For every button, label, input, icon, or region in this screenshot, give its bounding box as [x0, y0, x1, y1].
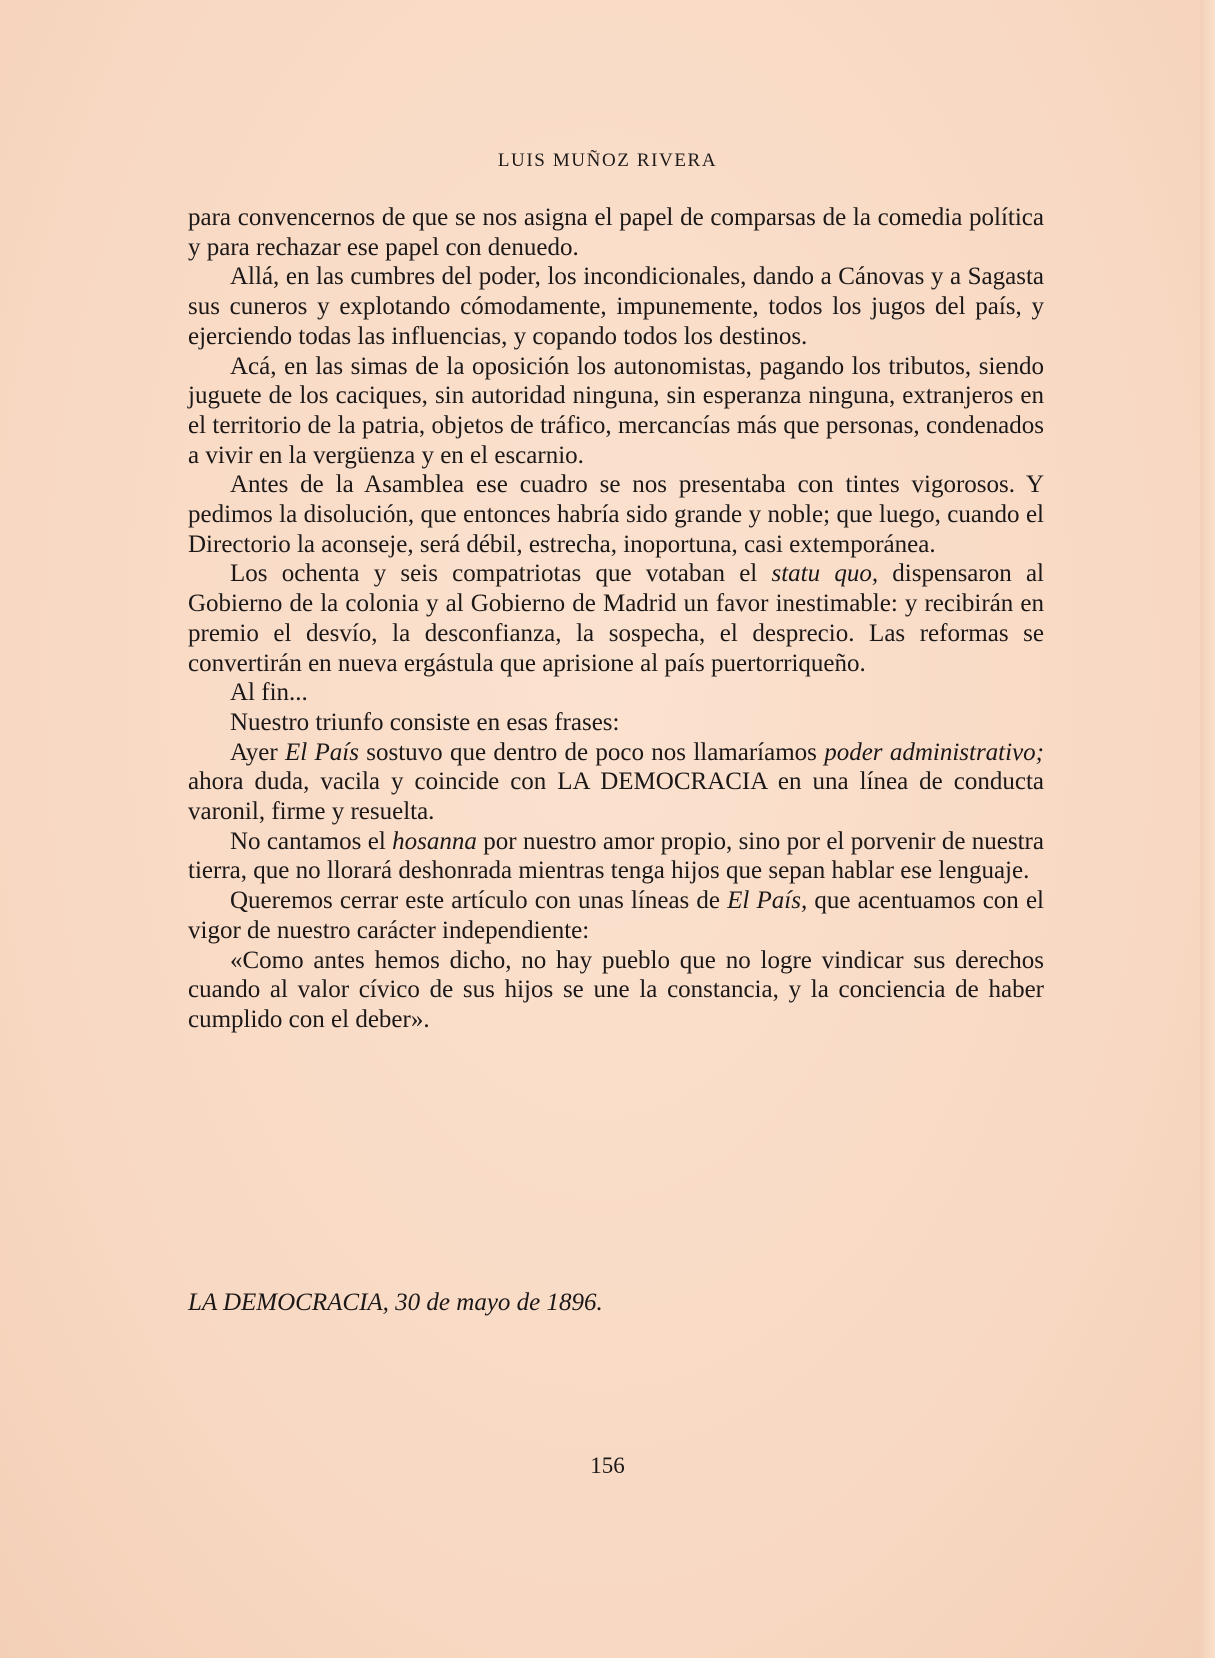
- page-edge: [1200, 0, 1215, 1658]
- page-number: 156: [590, 1453, 625, 1478]
- text-run: ahora duda, vacila y coincide con LA DEMOCRACIA en una línea de conducta varonil, firme y resuelta.: [188, 768, 1044, 826]
- text-run: Los ochenta y seis compatriotas que votaban el: [230, 560, 772, 588]
- paragraph-4: Antes de la Asamblea ese cuadro se nos presentaba con tintes vigorosos. Y pedimos la disolución, que entonces habría sido grande y noble; que luego, cuando el Directorio la aconseje, será débil, estrecha, inoportuna, casi extemporánea.: [188, 471, 1044, 558]
- paragraph-2: Allá, en las cumbres del poder, los incondicionales, dando a Cánovas y a Sagasta sus cuneros y explotando cómodamente, impunemente, todos los jugos del país, y ejerciendo todas las influencias, y copando todos los destinos.: [188, 263, 1044, 350]
- paragraph-11: «Como antes hemos dicho, no hay pueblo que no logre vindicar sus derechos cuando al valor cívico de sus hijos se une la constancia, y la conciencia de haber cumplido con el deber».: [188, 946, 1044, 1033]
- text-run: dispensaron al Gobierno de la colonia y al Gobierno de Madrid un favor inestimable: y recibirán en premio el desvío, la desconfianza, la sospecha, el desprecio. Las reformas se convertirán en nueva ergástula que aprisione al país puertorriqueño.: [188, 560, 1044, 677]
- text-run: Ayer: [230, 738, 285, 766]
- paragraph-6: Al fin...: [230, 679, 308, 707]
- italic-phrase: El País,: [727, 887, 808, 915]
- text-run: sostuvo que dentro de poco nos llamaríamos: [358, 738, 825, 766]
- paragraph-8: [188, 738, 1044, 827]
- text-run: No cantamos el: [230, 827, 393, 855]
- paragraph-9: [188, 827, 1044, 886]
- paragraph-5: [188, 559, 1044, 678]
- body-text: [188, 203, 1044, 1035]
- paragraph-1: para convencernos de que se nos asigna el papel de comparsas de la comedia política y para rechazar ese papel con denuedo.: [188, 204, 1044, 261]
- paragraph-7: Nuestro triunfo consiste en esas frases:: [230, 708, 620, 736]
- signature-line: LA DEMOCRACIA, 30 de mayo de 1896.: [188, 1289, 603, 1316]
- text-run: Queremos cerrar este artículo con unas líneas de: [230, 887, 728, 915]
- italic-phrase: poder administrativo;: [824, 738, 1044, 766]
- italic-phrase: statu quo,: [771, 560, 879, 588]
- running-header: LUIS MUÑOZ RIVERA: [497, 150, 718, 171]
- text-run: por nuestro amor propio, sino por el porvenir de nuestra tierra, que no llorará deshonrada mientras tenga hijos que sepan hablar ese lenguaje.: [188, 827, 1044, 885]
- italic-phrase: hosanna: [392, 827, 477, 855]
- italic-phrase: El País: [284, 738, 359, 766]
- paragraph-3: Acá, en las simas de la oposición los autonomistas, pagando los tributos, siendo juguete de los caciques, sin autoridad ninguna, sin esperanza ninguna, extranjeros en el territorio de la patria, objetos de tráfico, mercancías más que personas, condenados a vivir en la vergüenza y en el escarnio.: [188, 352, 1044, 469]
- text-run: que acentuamos con el vigor de nuestro carácter independiente:: [188, 887, 1044, 944]
- paragraph-10: [188, 886, 1044, 945]
